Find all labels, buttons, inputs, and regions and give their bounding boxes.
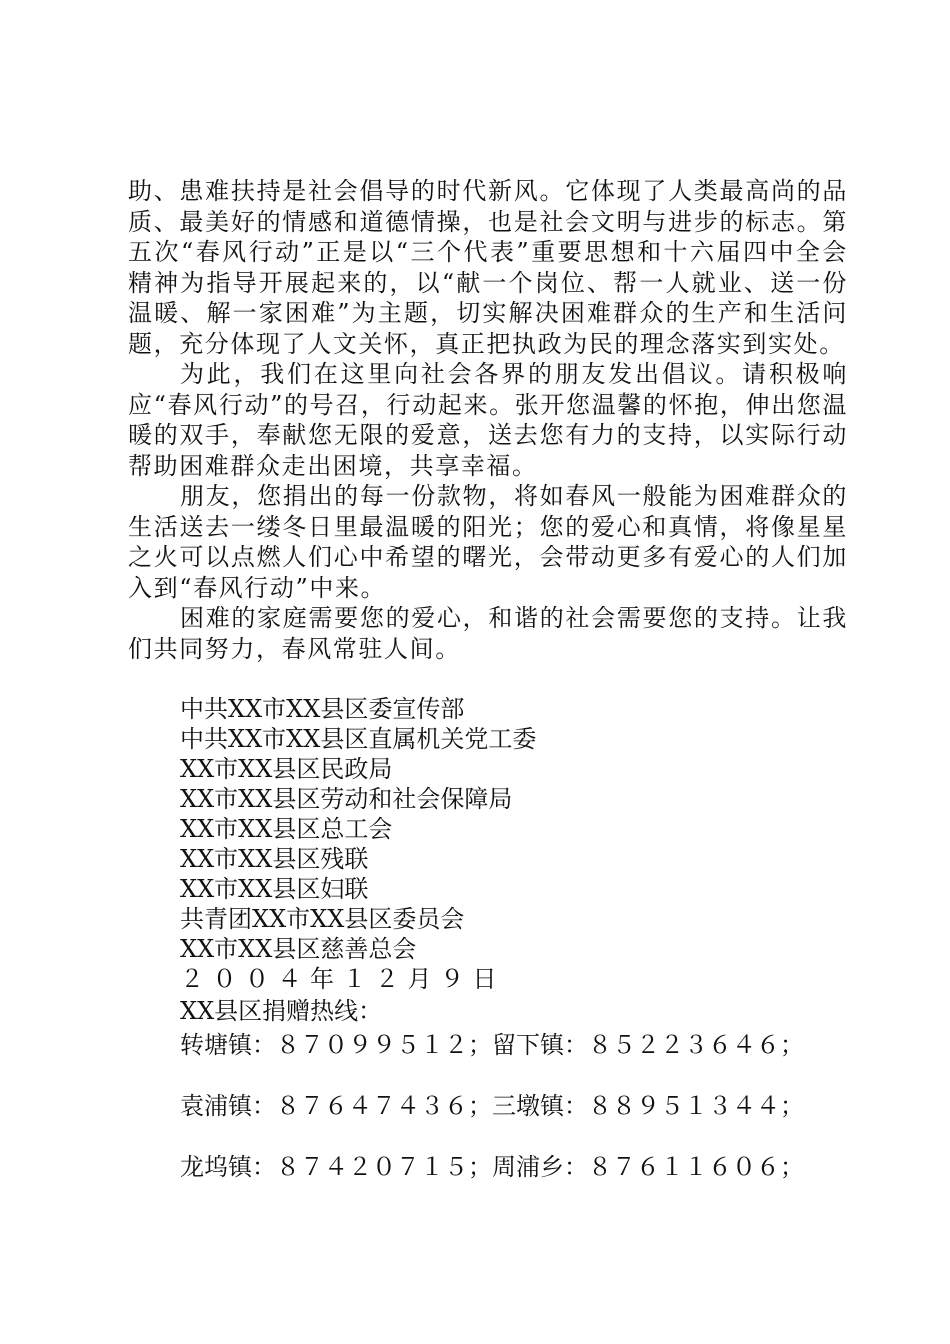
- signatory-2: 中共XX市XX县区直属机关党工委: [180, 725, 537, 753]
- signatory-3: XX市XX县区民政局: [180, 755, 393, 783]
- body-text: [128, 176, 848, 664]
- date: ２００４年１２月９日: [180, 965, 505, 993]
- paragraph-2: 为此，我们在这里向社会各界的朋友发出倡议。请积极响应“春风行动”的号召，行动起来。张开您温馨的怀抱，伸出您温暖的双手，奉献您无限的爱意，送去您有力的支持，以实际行动帮助困难群众走出困境，共享幸福。: [128, 360, 848, 480]
- signatory-7: XX市XX县区妇联: [180, 875, 369, 903]
- signatory-5: XX市XX县区总工会: [180, 815, 393, 843]
- hotline-row-3: 龙坞镇：８７４２０７１５；周浦乡：８７６１１６０６；: [180, 1153, 804, 1181]
- paragraph-3: 朋友，您捐出的每一份款物，将如春风一般能为困难群众的生活送去一缕冬日里最温暖的阳光；您的爱心和真情，将像星星之火可以点燃人们心中希望的曙光，会带动更多有爱心的人们加入到“春风行动”中来。: [128, 482, 848, 602]
- hotline-row-1: 转塘镇：８７０９９５１２；留下镇：８５２２３６４６；: [180, 1031, 804, 1059]
- signatory-4: XX市XX县区劳动和社会保障局: [180, 785, 513, 813]
- hotline-row-2: 袁浦镇：８７６４７４３６；三墩镇：８８９５１３４４；: [180, 1092, 804, 1120]
- signatory-6: XX市XX县区残联: [180, 845, 369, 873]
- paragraph-4: 困难的家庭需要您的爱心，和谐的社会需要您的支持。让我们共同努力，春风常驻人间。: [128, 604, 848, 663]
- hotline-title: XX县区捐赠热线：: [180, 997, 383, 1025]
- signatory-9: XX市XX县区慈善总会: [180, 935, 417, 963]
- signatory-8: 共青团XX市XX县区委员会: [180, 905, 465, 933]
- signatory-1: 中共XX市XX县区委宣传部: [180, 695, 465, 723]
- paragraph-1: 助、患难扶持是社会倡导的时代新风。它体现了人类最高尚的品质、最美好的情感和道德情操，也是社会文明与进步的标志。第五次“春风行动”正是以“三个代表”重要思想和十六届四中全会精神为指导开展起来的，以“献一个岗位、帮一人就业、送一份温暖、解一家困难”为主题，切实解决困难群众的生产和生活问题，充分体现了人文关怀，真正把执政为民的理念落实到实处。: [128, 177, 848, 358]
